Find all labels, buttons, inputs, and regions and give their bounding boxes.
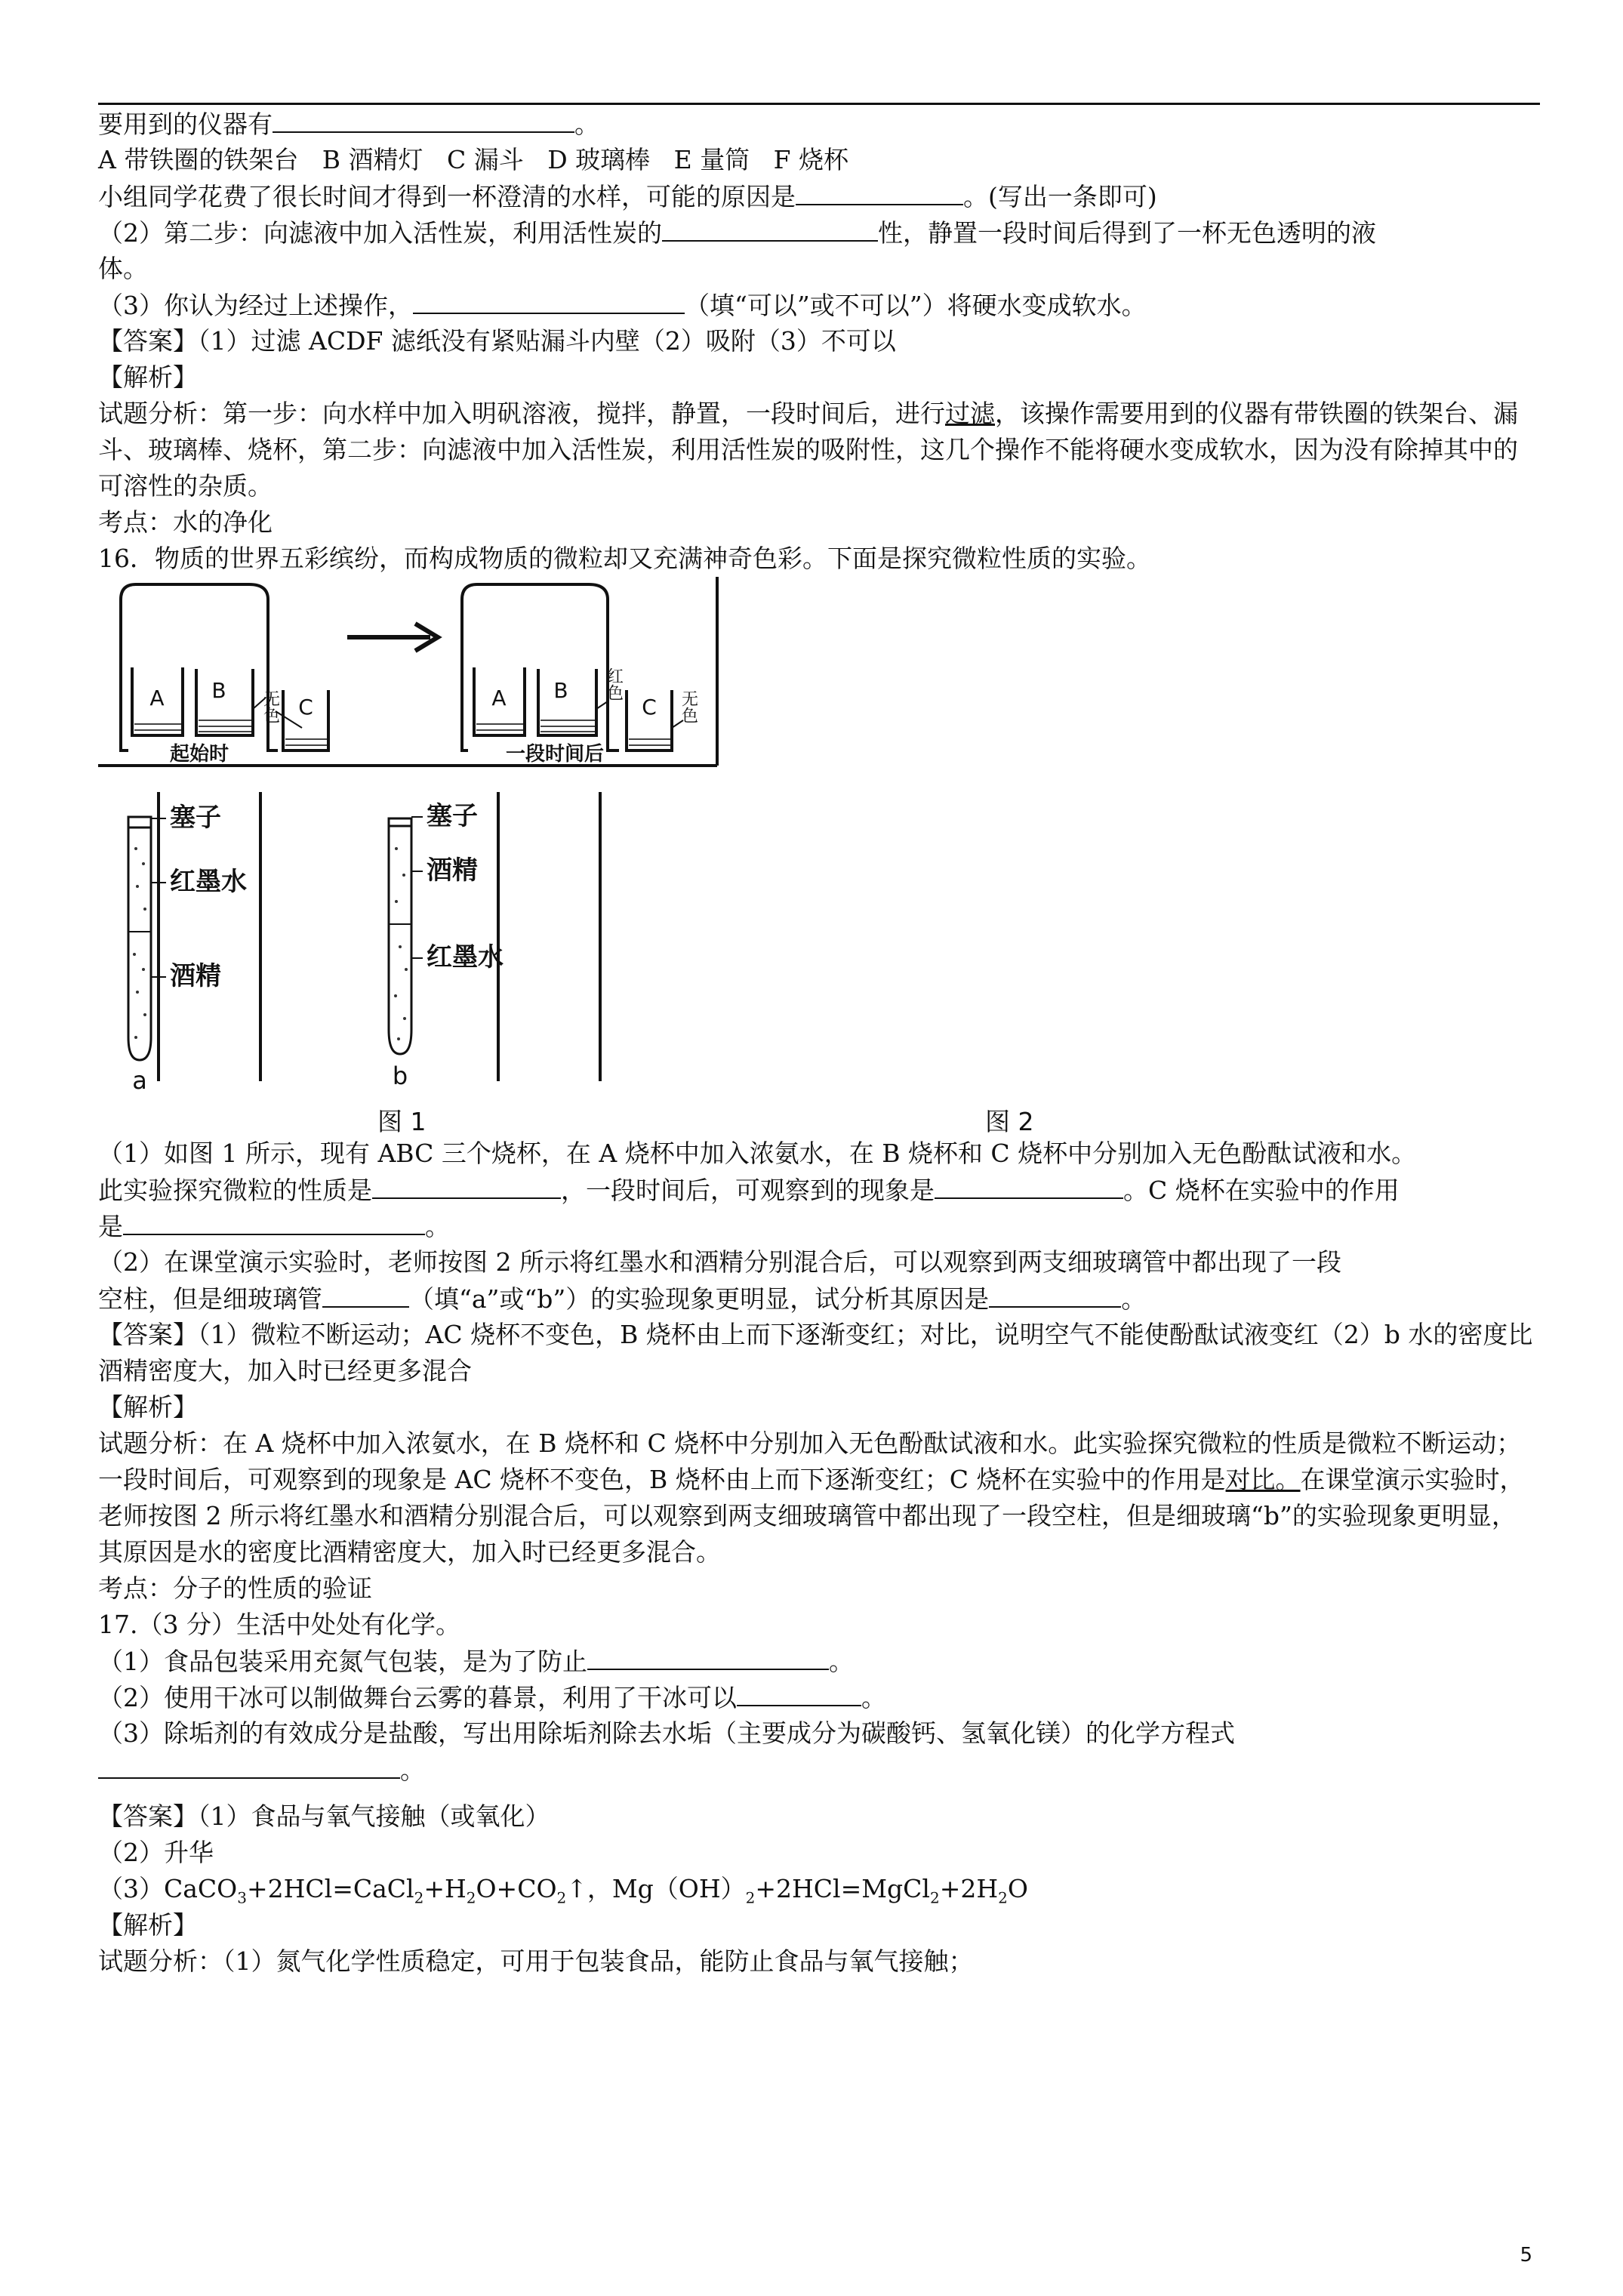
experiment-diagrams <box>98 577 1540 1136</box>
answer-blank[interactable] <box>587 1643 829 1670</box>
red-label: 红色 <box>604 667 624 701</box>
q15-point: 考点：水的净化 <box>98 507 273 537</box>
tube-a-label: a <box>132 1066 147 1095</box>
text: ，一段时间后，可观察到的现象是 <box>561 1176 935 1205</box>
answer-text: （1）食品与氧气接触（或氧化） <box>198 1801 550 1831</box>
answer-blank[interactable] <box>322 1281 409 1308</box>
text: 试题分析：在 A 烧杯中加入浓氨水，在 B 烧杯和 C 烧杯中分别加入无色酚酞试液和水。此实验探究微粒的性质是微粒不断运动；一段时间后，可观察到的现象是 AC 烧杯不变色，B 烧杯由上而下逐渐变红；C 烧杯在实验中的作用是 <box>98 1428 1522 1494</box>
text: 试题分析：第一步：向水样中加入明矾溶液，搅拌，静置，一段时间后，进行 <box>98 399 945 428</box>
text: 空柱，但是细玻璃管 <box>98 1284 322 1314</box>
page-number: 5 <box>1520 2244 1532 2267</box>
beaker-a-label: A <box>491 686 507 710</box>
q17-p2 <box>98 1679 1540 1715</box>
q16-analysis-label: 【解析】 <box>98 1392 198 1422</box>
q17-analysis-label: 【解析】 <box>98 1910 198 1940</box>
answer-blank[interactable] <box>273 106 574 133</box>
text: 此实验探究微粒的性质是 <box>98 1176 372 1205</box>
text: ，该操作需要用到的仪器有带铁圈的铁架台、漏斗、玻璃棒、烧杯，第二步：向滤液中加入活性炭，利用活性炭的吸附性，这几个操作不能将硬水变成软水，因为没有除掉其中的可溶性的杂质。 <box>98 399 1518 501</box>
q15-analysis-label: 【解析】 <box>98 362 198 392</box>
q16-point: 考点：分子的性质的验证 <box>98 1573 372 1603</box>
figure-1-label: 图 1 <box>377 1107 427 1136</box>
text: 。 <box>574 109 599 139</box>
q16-p1-line1: （1）如图 1 所示，现有 ABC 三个烧杯，在 A 烧杯中加入浓氨水，在 B 烧杯和 C 烧杯中分别加入无色酚酞试液和水。 <box>98 1139 1417 1168</box>
pointer-line <box>596 701 608 709</box>
answer-blank[interactable] <box>413 287 685 314</box>
text: （3）你认为经过上述操作， <box>98 291 413 320</box>
q17-answer-equation: $(3)CaCO_3+2HCl=CaCl_2+H_2O+CO_2↑$，$Mg(OH)_2+2HCl=MgCl_2+2H_2O$ <box>98 1874 1028 1907</box>
q15-options: A 带铁圈的铁架台 B 酒精灯 C 漏斗 D 玻璃棒 E 量筒 F 烧杯 <box>98 145 849 174</box>
beaker-b-label: B <box>553 678 568 703</box>
q15-analysis <box>98 396 1540 504</box>
colorless-label: 无色 <box>679 690 698 723</box>
q16-p1-line2 <box>98 1172 1540 1208</box>
q15-answer <box>98 323 1540 359</box>
colorless-label: 无色 <box>260 690 280 723</box>
text: 。C 烧杯在实验中的作用 <box>1123 1176 1400 1205</box>
caption-start: 起始时 <box>170 743 229 766</box>
answer-blank[interactable] <box>796 178 963 205</box>
answer-label: 【答案】 <box>98 1320 198 1349</box>
page-content <box>98 106 1540 1980</box>
q17-p1 <box>98 1643 1540 1679</box>
beaker-b-label: B <box>211 678 226 703</box>
q17-analysis: 试题分析：（1）氮气化学性质稳定，可用于包装食品，能防止食品与氧气接触； <box>98 1946 974 1976</box>
text: 。 <box>400 1755 425 1785</box>
q16-answer <box>98 1317 1540 1389</box>
red-ink-label: 红墨水 <box>170 867 247 897</box>
answer-text: （1）过滤 ACDF 滤纸没有紧贴漏斗内壁（2）吸附（3）不可以 <box>198 326 896 356</box>
caption-after: 一段时间后 <box>506 743 605 766</box>
q16-figures <box>98 577 1540 1136</box>
beaker-a-label: A <box>149 686 165 710</box>
answer-blank[interactable] <box>989 1281 1121 1308</box>
text: 。(写出一条即可) <box>963 182 1157 211</box>
text: （1）食品包装采用充氮气包装，是为了防止 <box>98 1647 587 1676</box>
q15-step2-cont: 体。 <box>98 254 148 283</box>
stopper-label: 塞子 <box>427 801 478 831</box>
answer-blank[interactable] <box>372 1172 561 1199</box>
text: （填“a”或“b”）的实验现象更明显，试分析其原因是 <box>409 1284 990 1314</box>
text: 。 <box>1121 1284 1147 1314</box>
stopper-label: 塞子 <box>170 803 221 833</box>
tube-a <box>128 817 151 1060</box>
text: 性，静置一段时间后得到了一杯无色透明的液 <box>878 218 1376 248</box>
text: （填“可以”或不可以”）将硬水变成软水。 <box>685 291 1147 320</box>
q17-stem: 17.（3 分）生活中处处有化学。 <box>98 1610 460 1639</box>
underlined-term: 对比。 <box>1225 1465 1301 1494</box>
text: 。 <box>861 1683 886 1712</box>
q16-stem: 16．物质的世界五彩缤纷，而构成物质的微粒却又充满神奇色彩。下面是探究微粒性质的实验。 <box>98 544 1151 573</box>
q17-answer-2: （2）升华 <box>98 1838 214 1867</box>
q17-p3-blank-line <box>98 1752 1540 1788</box>
answer-blank[interactable] <box>737 1679 861 1706</box>
q16-analysis <box>98 1425 1540 1570</box>
answer-blank[interactable] <box>935 1172 1123 1199</box>
q16-p2-line2 <box>98 1281 1540 1317</box>
q17-answer <box>98 1798 1540 1835</box>
answer-text: （1）微粒不断运动；AC 烧杯不变色，B 烧杯由上而下逐渐变红；对比，说明空气不能使酚酞试液变红（2）b 水的密度比酒精密度大，加入时已经更多混合 <box>98 1320 1533 1385</box>
text: 小组同学花费了很长时间才得到一杯澄清的水样，可能的原因是 <box>98 182 796 211</box>
figure-2-label: 图 2 <box>985 1107 1034 1136</box>
q15-step2-line <box>98 214 1540 251</box>
answer-blank[interactable] <box>662 214 878 242</box>
text: （2）使用干冰可以制做舞台云雾的暮景，利用了干冰可以 <box>98 1683 737 1712</box>
tube-b-label: b <box>392 1062 408 1090</box>
text: 在课堂演示实验时，老师按图 2 所示将红墨水和酒精分别混合后，可以观察到两支细玻璃管中都出现了一段空柱，但是细玻璃“b”的实验现象更明显，其原因是水的密度比酒精密度大，加入时已经更多混合。 <box>98 1465 1525 1567</box>
red-ink-label: 红墨水 <box>427 942 504 972</box>
header-rule <box>98 103 1540 105</box>
q15-instrument-line <box>98 106 1540 142</box>
beaker-c-label: C <box>642 695 657 720</box>
alcohol-label: 酒精 <box>170 961 221 991</box>
text: 是 <box>98 1212 123 1241</box>
q15-reason-line <box>98 178 1540 214</box>
q17-p3: （3）除垢剂的有效成分是盐酸，写出用除垢剂除去水垢（主要成分为碳酸钙、氢氧化镁）的化学方程式 <box>98 1718 1235 1748</box>
text: （2）第二步：向滤液中加入活性炭，利用活性炭的 <box>98 218 662 248</box>
underlined-term: 过滤 <box>945 399 995 428</box>
tube-b <box>389 818 411 1054</box>
answer-blank[interactable] <box>98 1752 400 1779</box>
answer-label: 【答案】 <box>98 1801 198 1831</box>
q16-p1-line3 <box>98 1208 1540 1244</box>
answer-blank[interactable] <box>123 1208 425 1235</box>
alcohol-label: 酒精 <box>427 855 478 886</box>
text: 要用到的仪器有 <box>98 109 273 139</box>
beaker-c-label: C <box>298 695 313 720</box>
q15-q3-line <box>98 287 1540 323</box>
text: 。 <box>829 1647 854 1676</box>
q16-p2-line1: （2）在课堂演示实验时，老师按图 2 所示将红墨水和酒精分别混合后，可以观察到两支细玻璃管中都出现了一段 <box>98 1247 1341 1277</box>
text: 。 <box>425 1212 450 1241</box>
answer-label: 【答案】 <box>98 326 198 356</box>
